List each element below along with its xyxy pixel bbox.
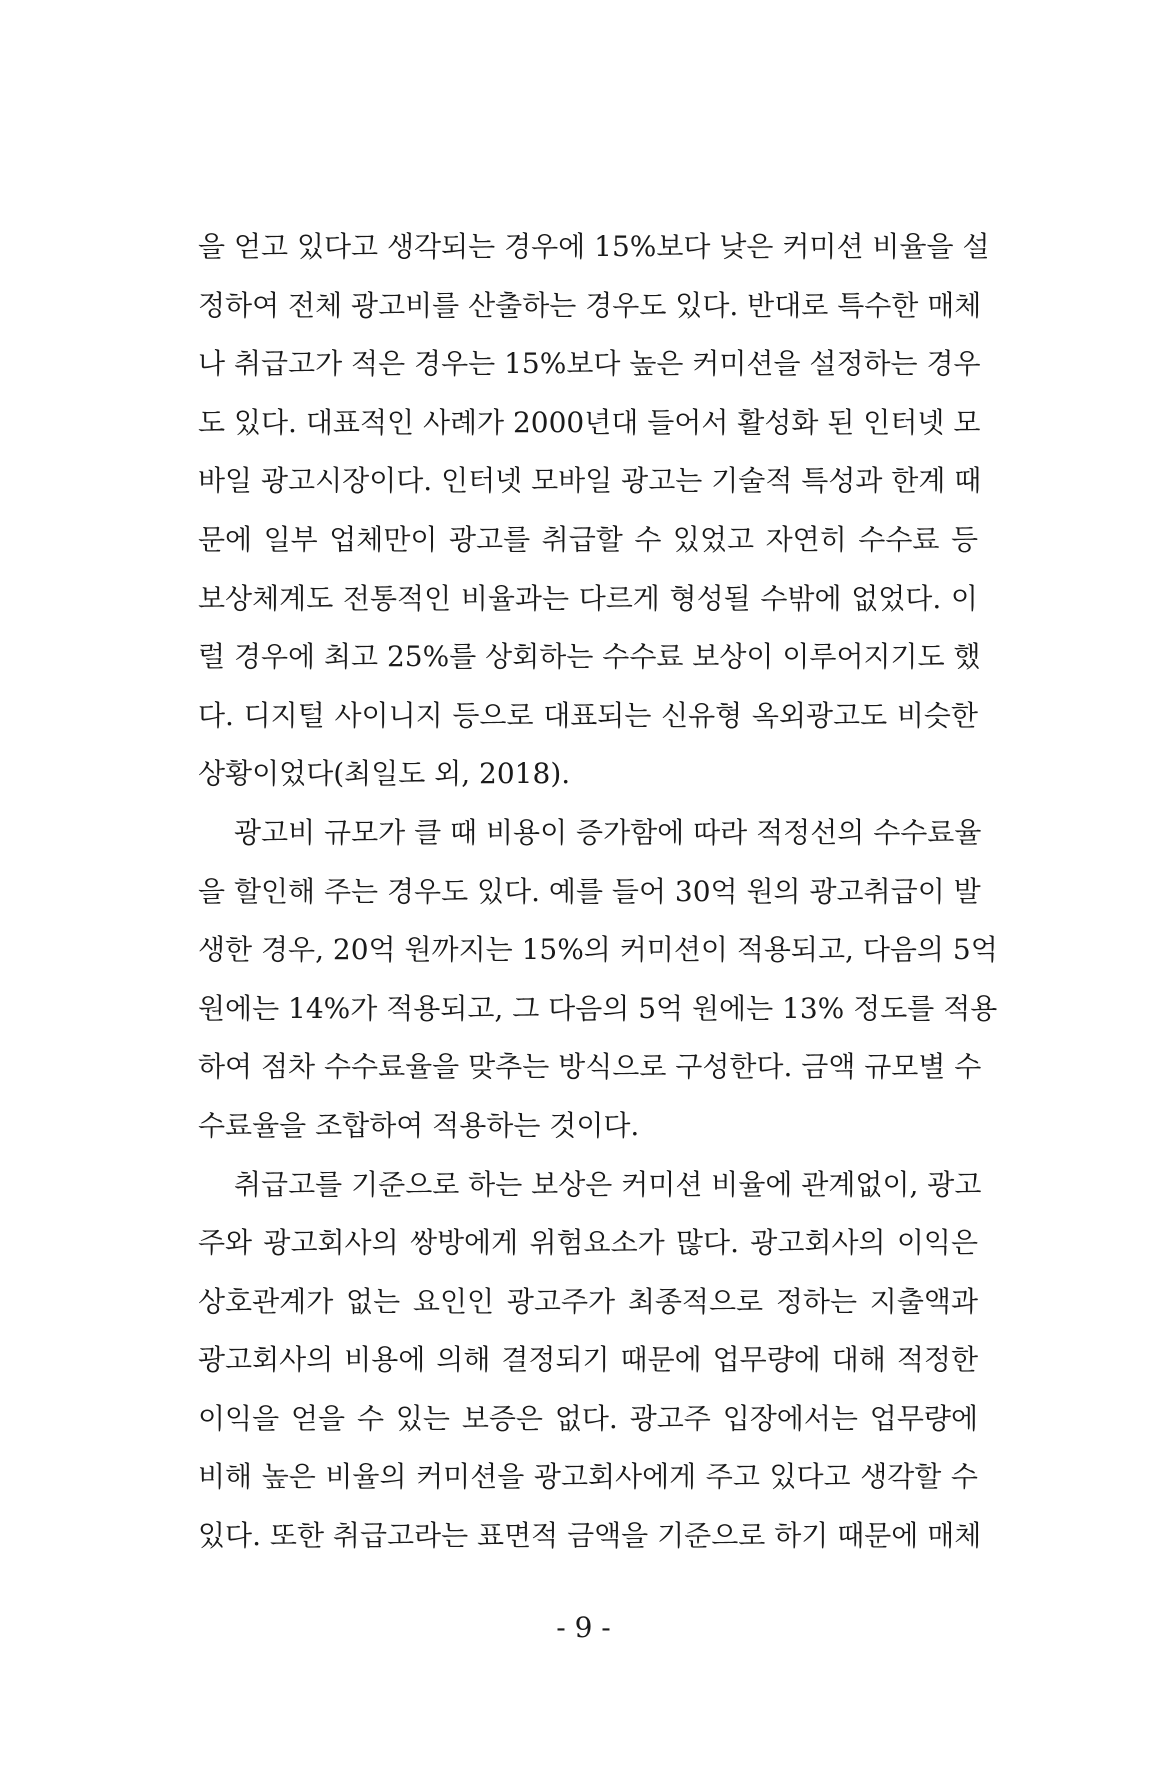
text-line: 취급고를 기준으로 하는 보상은 커미션 비율에 관계없이, 광고 bbox=[234, 1167, 982, 1201]
text-line: 문에 일부 업체만이 광고를 취급할 수 있었고 자연히 수수료 등 bbox=[198, 522, 978, 556]
text-line: 보상체계도 전통적인 비율과는 다르게 형성될 수밖에 없었다. 이 bbox=[198, 581, 978, 615]
page-number: - 9 - bbox=[556, 1611, 611, 1644]
text-line: 생한 경우, 20억 원까지는 15%의 커미션이 적용되고, 다음의 5억 bbox=[198, 933, 998, 967]
text-line: 을 얻고 있다고 생각되는 경우에 15%보다 낮은 커미션 비율을 설 bbox=[198, 230, 990, 263]
text-line: 상호관계가 없는 요인인 광고주가 최종적으로 정하는 지출액과 bbox=[198, 1284, 978, 1318]
text-line: 있다. 또한 취급고라는 표면적 금액을 기준으로 하기 때문에 매체 bbox=[198, 1519, 982, 1553]
text-line: 나 취급고가 적은 경우는 15%보다 높은 커미션을 설정하는 경우 bbox=[198, 347, 981, 381]
text-line: 정하여 전체 광고비를 산출하는 경우도 있다. 반대로 특수한 매체 bbox=[198, 288, 982, 322]
text-line: 바일 광고시장이다. 인터넷 모바일 광고는 기술적 특성과 한계 때 bbox=[198, 464, 982, 498]
paragraph-3 bbox=[198, 1156, 982, 1566]
text-line: 광고회사의 비용에 의해 결정되기 때문에 업무량에 대해 적정한 bbox=[198, 1343, 978, 1377]
text-line: 이익을 얻을 수 있는 보증은 없다. 광고주 입장에서는 업무량에 bbox=[198, 1401, 978, 1435]
text-line: 주와 광고회사의 쌍방에게 위험요소가 많다. 광고회사의 이익은 bbox=[198, 1226, 978, 1260]
text-line: 상황이었다(최일도 외, 2018). bbox=[198, 757, 571, 791]
text-line: 다. 디지털 사이니지 등으로 대표되는 신유형 옥외광고도 비슷한 bbox=[198, 698, 978, 732]
text-line: 비해 높은 비율의 커미션을 광고회사에게 주고 있다고 생각할 수 bbox=[198, 1460, 978, 1494]
text-line: 원에는 14%가 적용되고, 그 다음의 5억 원에는 13% 정도를 적용 bbox=[198, 991, 998, 1025]
text-line: 수료율을 조합하여 적용하는 것이다. bbox=[198, 1108, 640, 1142]
text-line: 도 있다. 대표적인 사례가 2000년대 들어서 활성화 된 인터넷 모 bbox=[198, 405, 981, 439]
text-line: 을 할인해 주는 경우도 있다. 예를 들어 30억 원의 광고취급이 발 bbox=[198, 874, 981, 908]
paragraph-1 bbox=[198, 218, 990, 804]
paragraph-2 bbox=[198, 804, 998, 1156]
body-text bbox=[198, 218, 998, 1566]
text-line: 광고비 규모가 클 때 비용이 증가함에 따라 적정선의 수수료율 bbox=[234, 815, 982, 849]
text-line: 하여 점차 수수료율을 맞추는 방식으로 구성한다. 금액 규모별 수 bbox=[198, 1050, 982, 1084]
text-line: 럴 경우에 최고 25%를 상회하는 수수료 보상이 이루어지기도 했 bbox=[198, 640, 981, 674]
